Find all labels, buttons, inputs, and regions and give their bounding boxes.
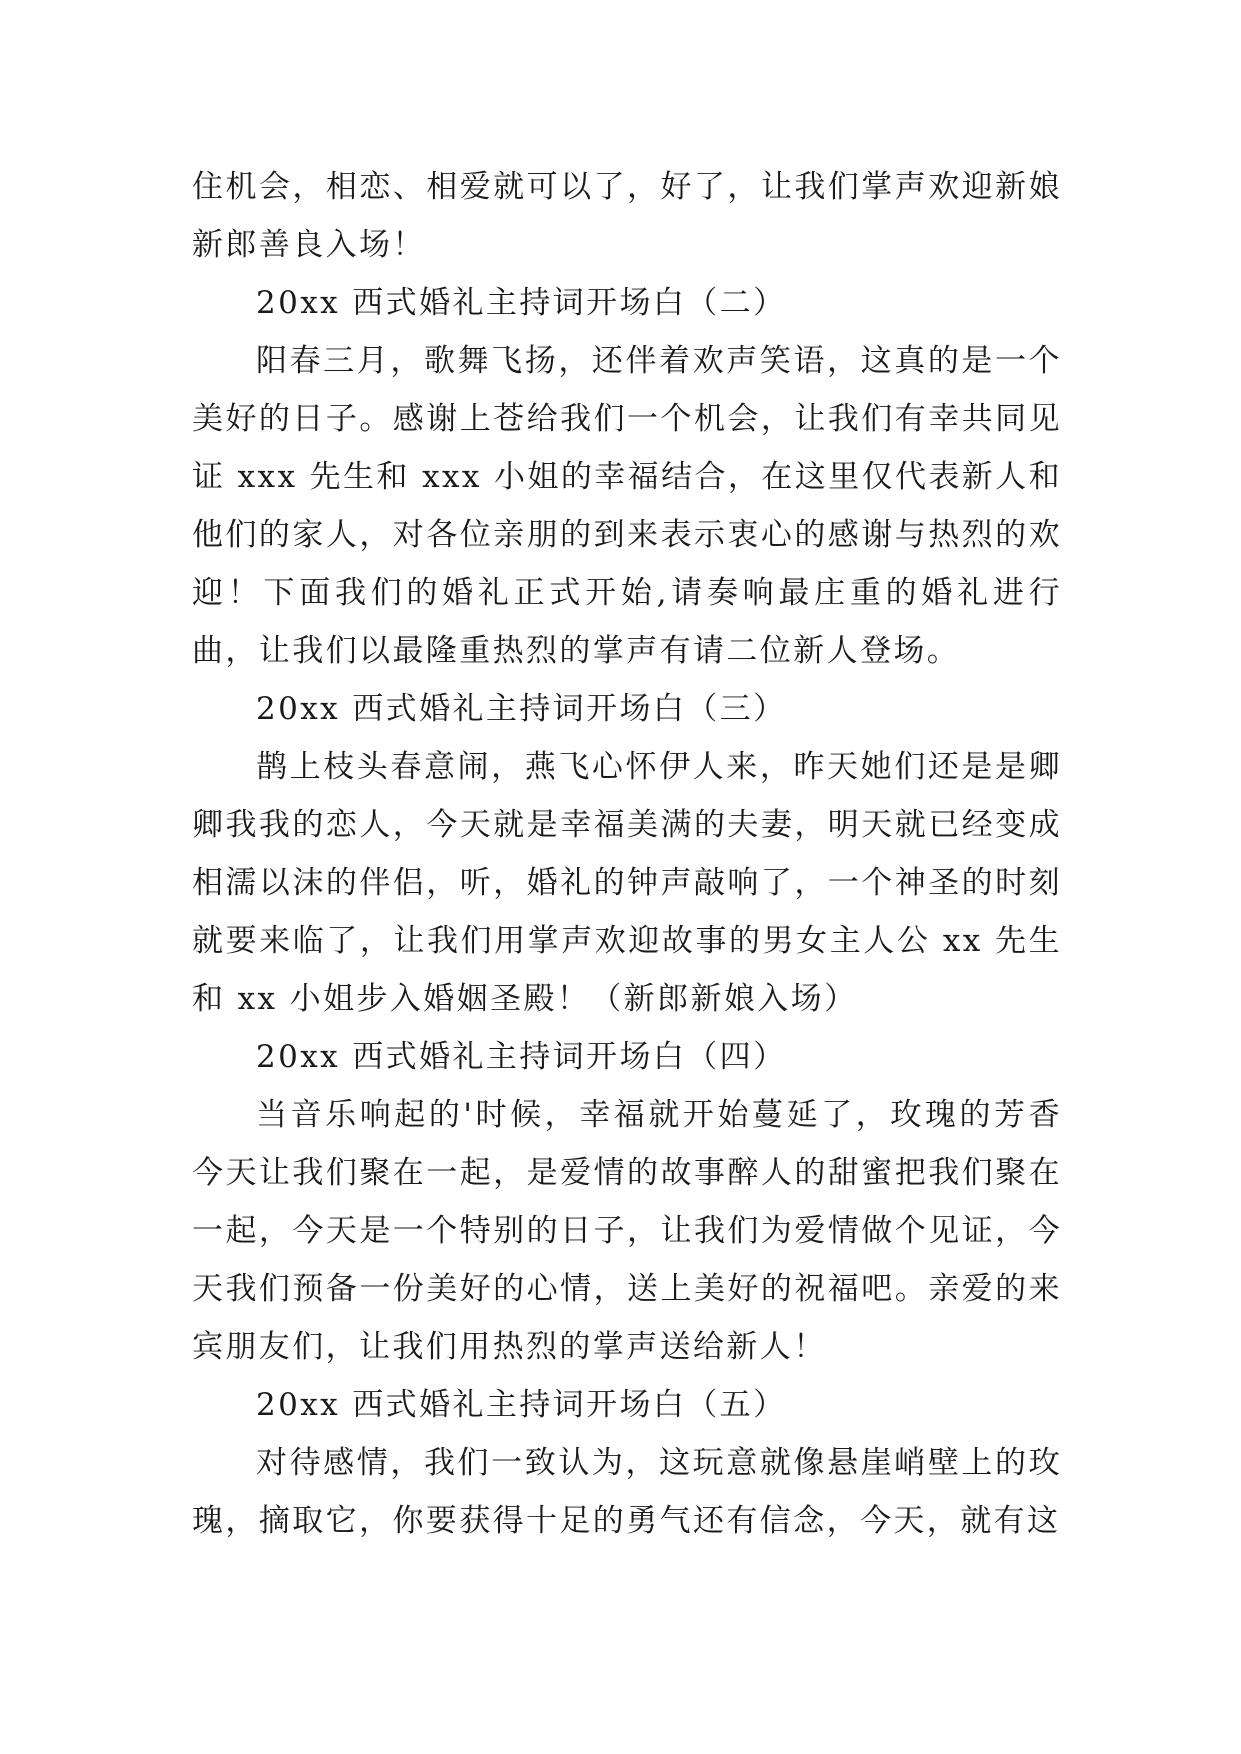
paragraph-section-2: 阳春三月，歌舞飞扬，还伴着欢声笑语，这真的是一个美好的日子。感谢上苍给我们一个机会，让我们有幸共同见证 xxx 先生和 xxx 小姐的幸福结合，在这里仅代表新人和他们的家人，对各位亲朋的到来表示衷心的感谢与热烈的欢迎！下面我们的婚礼正式开始,请奏响最庄重的婚礼进行曲，让我们以最隆重热烈的掌声有请二位新人登场。 (192, 343, 1062, 669)
paragraph-continuation: 住机会，相恋、相爱就可以了，好了，让我们掌声欢迎新娘新郎善良入场！ (192, 169, 1062, 263)
paragraph-section-3: 鹊上枝头春意闹，燕飞心怀伊人来，昨天她们还是是卿卿我我的恋人，今天就是幸福美满的夫妻，明天就已经变成相濡以沫的伴侣，听，婚礼的钟声敲响了，一个神圣的时刻就要来临了，让我们用掌声欢迎故事的男女主人公 xx 先生和 xx 小姐步入婚姻圣殿！（新郎新娘入场） (192, 749, 1062, 1017)
section-heading-5: 20xx 西式婚礼主持词开场白（五） (256, 1387, 787, 1423)
section-heading-3: 20xx 西式婚礼主持词开场白（三） (256, 691, 787, 727)
paragraph-section-4: 当音乐响起的'时候，幸福就开始蔓延了，玫瑰的芳香今天让我们聚在一起，是爱情的故事醉人的甜蜜把我们聚在一起，今天是一个特别的日子，让我们为爱情做个见证，今天我们预备一份美好的心情，送上美好的祝福吧。亲爱的来宾朋友们，让我们用热烈的掌声送给新人！ (192, 1097, 1062, 1365)
section-heading-2: 20xx 西式婚礼主持词开场白（二） (256, 285, 787, 321)
section-heading-4: 20xx 西式婚礼主持词开场白（四） (256, 1039, 787, 1075)
paragraph-section-5: 对待感情，我们一致认为，这玩意就像悬崖峭壁上的玫瑰，摘取它，你要获得十足的勇气还有信念，今天，就有这 (192, 1445, 1062, 1539)
document-body (192, 158, 1062, 1550)
